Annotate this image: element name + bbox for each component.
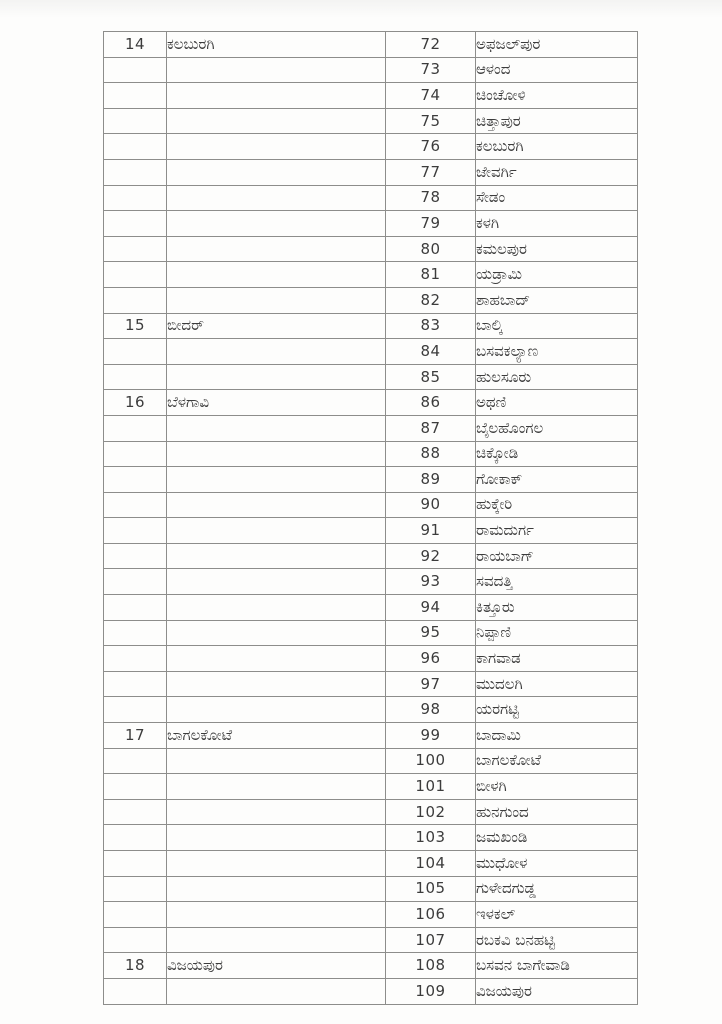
district-name-cell [167, 441, 386, 467]
taluk-name-cell: ಜೇವರ್ಗಿ [476, 159, 638, 185]
taluk-number-cell: 102 [386, 799, 476, 825]
taluk-name-cell: ಯರಗಟ್ಟಿ [476, 697, 638, 723]
taluk-name-cell: ಅಥಣಿ [476, 390, 638, 416]
district-number-cell [104, 364, 167, 390]
district-number-cell [104, 825, 167, 851]
taluk-name-cell: ಚಿಕ್ಕೋಡಿ [476, 441, 638, 467]
taluk-number-cell: 83 [386, 313, 476, 339]
table-row [104, 364, 638, 390]
table-row [104, 390, 638, 416]
table-row [104, 339, 638, 365]
taluk-number-cell: 87 [386, 415, 476, 441]
taluk-number-cell: 89 [386, 467, 476, 493]
taluk-number-cell: 84 [386, 339, 476, 365]
taluk-number-cell: 85 [386, 364, 476, 390]
taluk-number-cell: 105 [386, 876, 476, 902]
table-row [104, 57, 638, 83]
taluk-number-cell: 86 [386, 390, 476, 416]
table-row [104, 518, 638, 544]
table-row [104, 313, 638, 339]
taluk-number-cell: 90 [386, 492, 476, 518]
district-number-cell [104, 415, 167, 441]
taluk-number-cell: 99 [386, 723, 476, 749]
taluk-name-cell: ಕಿತ್ತೂರು [476, 595, 638, 621]
table-row [104, 927, 638, 953]
taluk-name-cell: ಕಳಗಿ [476, 211, 638, 237]
taluk-number-cell: 74 [386, 83, 476, 109]
district-number-cell [104, 134, 167, 160]
district-name-cell [167, 902, 386, 928]
taluk-name-cell: ಆಳಂದ [476, 57, 638, 83]
district-number-cell [104, 774, 167, 800]
table-row [104, 697, 638, 723]
district-number-cell [104, 287, 167, 313]
taluk-name-cell: ಕಲಬುರಗಿ [476, 134, 638, 160]
district-name-cell [167, 287, 386, 313]
district-number-cell [104, 876, 167, 902]
district-name-cell [167, 108, 386, 134]
district-name-cell [167, 569, 386, 595]
taluk-name-cell: ಜಮಖಂಡಿ [476, 825, 638, 851]
district-number-cell [104, 159, 167, 185]
district-name-cell [167, 646, 386, 672]
district-number-cell [104, 57, 167, 83]
district-number-cell [104, 902, 167, 928]
taluk-name-cell: ನಿಪ್ಪಾಣಿ [476, 620, 638, 646]
taluk-number-cell: 93 [386, 569, 476, 595]
taluk-number-cell: 92 [386, 543, 476, 569]
district-name-cell [167, 159, 386, 185]
taluk-name-cell: ಗೋಕಾಕ್ [476, 467, 638, 493]
district-name-cell: ವಿಜಯಪುರ [167, 953, 386, 979]
table-row [104, 595, 638, 621]
taluk-name-cell: ಬೀಳಗಿ [476, 774, 638, 800]
taluk-name-cell: ಬಸವಕಲ್ಯಾಣ [476, 339, 638, 365]
taluk-number-cell: 96 [386, 646, 476, 672]
district-number-cell: 18 [104, 953, 167, 979]
table-row [104, 851, 638, 877]
taluk-name-cell: ರಾಯಬಾಗ್ [476, 543, 638, 569]
district-number-cell [104, 108, 167, 134]
taluk-number-cell: 98 [386, 697, 476, 723]
district-number-cell [104, 927, 167, 953]
district-name-cell [167, 57, 386, 83]
table-row [104, 108, 638, 134]
table-row [104, 236, 638, 262]
district-number-cell [104, 518, 167, 544]
district-number-cell [104, 595, 167, 621]
table-row [104, 953, 638, 979]
taluk-number-cell: 94 [386, 595, 476, 621]
district-number-cell [104, 185, 167, 211]
taluk-name-cell: ರಬಕವಿ ಬನಹಟ್ಟಿ [476, 927, 638, 953]
district-name-cell [167, 595, 386, 621]
district-number-cell [104, 467, 167, 493]
district-number-cell [104, 83, 167, 109]
district-number-cell [104, 441, 167, 467]
district-number-cell [104, 492, 167, 518]
taluk-name-cell: ಚಿಂಚೋಳಿ [476, 83, 638, 109]
district-name-cell [167, 492, 386, 518]
table-row [104, 825, 638, 851]
taluk-name-cell: ಇಳಕಲ್ [476, 902, 638, 928]
table-row [104, 723, 638, 749]
taluk-name-cell: ಮುಧೋಳ [476, 851, 638, 877]
district-number-cell [104, 799, 167, 825]
district-name-cell [167, 774, 386, 800]
taluk-number-cell: 75 [386, 108, 476, 134]
taluk-name-cell: ಸೇಡಂ [476, 185, 638, 211]
taluk-number-cell: 106 [386, 902, 476, 928]
taluk-name-cell: ಶಾಹಬಾದ್ [476, 287, 638, 313]
district-name-cell [167, 518, 386, 544]
district-number-cell [104, 620, 167, 646]
taluk-name-cell: ಕಮಲಪುರ [476, 236, 638, 262]
table-row [104, 620, 638, 646]
district-number-cell: 15 [104, 313, 167, 339]
district-name-cell [167, 825, 386, 851]
district-name-cell [167, 697, 386, 723]
table-row [104, 748, 638, 774]
district-name-cell [167, 415, 386, 441]
district-number-cell: 17 [104, 723, 167, 749]
district-number-cell [104, 748, 167, 774]
district-number-cell [104, 671, 167, 697]
taluk-number-cell: 103 [386, 825, 476, 851]
district-number-cell [104, 543, 167, 569]
taluk-name-cell: ಸವದತ್ತಿ [476, 569, 638, 595]
taluk-name-cell: ವಿಜಯಪುರ [476, 978, 638, 1004]
district-name-cell: ಬಾಗಲಕೋಟೆ [167, 723, 386, 749]
taluk-number-cell: 77 [386, 159, 476, 185]
district-name-cell: ಬೆಳಗಾವಿ [167, 390, 386, 416]
district-name-cell [167, 83, 386, 109]
taluk-number-cell: 97 [386, 671, 476, 697]
district-number-cell [104, 697, 167, 723]
table-row [104, 134, 638, 160]
district-number-cell [104, 646, 167, 672]
taluk-name-cell: ಬಾದಾಮಿ [476, 723, 638, 749]
taluk-name-cell: ಬಾಲ್ಕಿ [476, 313, 638, 339]
district-name-cell [167, 851, 386, 877]
district-number-cell [104, 851, 167, 877]
district-number-cell [104, 211, 167, 237]
district-number-cell [104, 569, 167, 595]
taluk-number-cell: 72 [386, 32, 476, 58]
taluk-number-cell: 73 [386, 57, 476, 83]
district-name-cell: ಕಲಬುರಗಿ [167, 32, 386, 58]
district-number-cell: 14 [104, 32, 167, 58]
taluk-number-cell: 78 [386, 185, 476, 211]
table-row [104, 262, 638, 288]
district-number-cell [104, 978, 167, 1004]
taluk-number-cell: 91 [386, 518, 476, 544]
taluk-number-cell: 104 [386, 851, 476, 877]
district-number-cell: 16 [104, 390, 167, 416]
taluk-name-cell: ಹುಕ್ಕೇರಿ [476, 492, 638, 518]
table-row [104, 543, 638, 569]
district-name-cell [167, 620, 386, 646]
taluk-number-cell: 88 [386, 441, 476, 467]
taluk-name-cell: ಚಿತ್ತಾಪುರ [476, 108, 638, 134]
taluk-number-cell: 101 [386, 774, 476, 800]
district-name-cell [167, 671, 386, 697]
table-row [104, 799, 638, 825]
district-name-cell [167, 185, 386, 211]
taluk-number-cell: 79 [386, 211, 476, 237]
taluk-number-cell: 107 [386, 927, 476, 953]
table-row [104, 185, 638, 211]
district-name-cell: ಬೀದರ್ [167, 313, 386, 339]
table-row [104, 569, 638, 595]
district-taluk-table [103, 31, 638, 1005]
taluk-name-cell: ಬಾಗಲಕೋಟೆ [476, 748, 638, 774]
table-row [104, 441, 638, 467]
taluk-name-cell: ಹುನಗುಂದ [476, 799, 638, 825]
district-name-cell [167, 134, 386, 160]
table-row [104, 646, 638, 672]
district-name-cell [167, 748, 386, 774]
table-row [104, 159, 638, 185]
taluk-number-cell: 81 [386, 262, 476, 288]
taluk-name-cell: ಮುದಲಗಿ [476, 671, 638, 697]
table-row [104, 287, 638, 313]
taluk-number-cell: 82 [386, 287, 476, 313]
taluk-name-cell: ಕಾಗವಾಡ [476, 646, 638, 672]
district-name-cell [167, 927, 386, 953]
taluk-number-cell: 76 [386, 134, 476, 160]
taluk-name-cell: ಗುಳೇದಗುಡ್ಡ [476, 876, 638, 902]
taluk-number-cell: 95 [386, 620, 476, 646]
table-row [104, 83, 638, 109]
district-name-cell [167, 978, 386, 1004]
table-row [104, 902, 638, 928]
district-number-cell [104, 236, 167, 262]
table-row [104, 774, 638, 800]
table-row [104, 978, 638, 1004]
district-number-cell [104, 339, 167, 365]
taluk-number-cell: 108 [386, 953, 476, 979]
table-row [104, 671, 638, 697]
table-row [104, 32, 638, 58]
table-body [104, 32, 638, 1005]
taluk-name-cell: ಹುಲಸೂರು [476, 364, 638, 390]
district-name-cell [167, 364, 386, 390]
district-name-cell [167, 543, 386, 569]
table-row [104, 415, 638, 441]
district-name-cell [167, 262, 386, 288]
district-name-cell [167, 876, 386, 902]
table-row [104, 492, 638, 518]
district-name-cell [167, 339, 386, 365]
taluk-number-cell: 109 [386, 978, 476, 1004]
table-row [104, 876, 638, 902]
district-name-cell [167, 467, 386, 493]
taluk-number-cell: 100 [386, 748, 476, 774]
district-name-cell [167, 236, 386, 262]
taluk-name-cell: ರಾಮದುರ್ಗ [476, 518, 638, 544]
district-name-cell [167, 799, 386, 825]
taluk-number-cell: 80 [386, 236, 476, 262]
taluk-name-cell: ಬೈಲಹೊಂಗಲ [476, 415, 638, 441]
district-name-cell [167, 211, 386, 237]
taluk-name-cell: ಬಸವನ ಬಾಗೇವಾಡಿ [476, 953, 638, 979]
district-number-cell [104, 262, 167, 288]
table-row [104, 467, 638, 493]
taluk-name-cell: ಯಡ್ರಾಮಿ [476, 262, 638, 288]
taluk-name-cell: ಅಫಜಲ್‌ಪುರ [476, 32, 638, 58]
table-row [104, 211, 638, 237]
